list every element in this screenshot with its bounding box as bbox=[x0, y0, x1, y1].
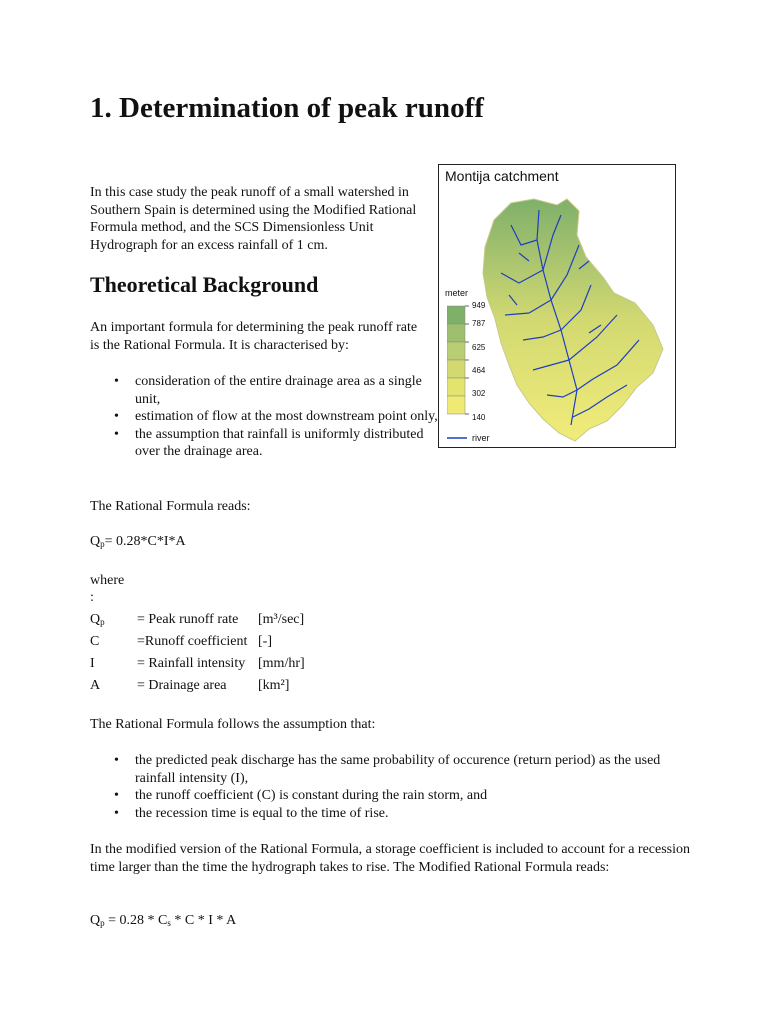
list-item: • the recession time is equal to the time of rise. bbox=[90, 805, 680, 823]
legend-swatch-464 bbox=[447, 360, 465, 378]
river-legend-label: river bbox=[472, 433, 490, 443]
page-title: 1. Determination of peak runoff bbox=[90, 92, 484, 124]
paragraph-characteristics: An important formula for determining the peak runoff rate is the Rational Formula. It is characterised by: bbox=[90, 320, 418, 353]
legend-label: 302 bbox=[472, 389, 486, 398]
legend-label: 949 bbox=[472, 301, 486, 310]
legend-swatch-140 bbox=[447, 396, 465, 414]
legend-title: meter bbox=[445, 288, 469, 298]
assumptions-list bbox=[90, 752, 680, 822]
legend-swatch-302 bbox=[447, 378, 465, 396]
intro-paragraph: In this case study the peak runoff of a small watershed in Southern Spain is determined using the Modified Rational Formula method, and the SCS Dimensionless Unit Hydrograph for an excess rainfall of 1 cm. bbox=[90, 185, 417, 253]
characteristics-list bbox=[90, 373, 440, 461]
where-colon: : bbox=[90, 590, 94, 605]
map-title: Montija catchment bbox=[445, 168, 559, 184]
legend-swatch-625 bbox=[447, 342, 465, 360]
modified-formula-paragraph: In the modified version of the Rational Formula, a storage coefficient is included to account for a recession time larger than the time the hydrograph takes to rise. The Modified Rational Formula reads: bbox=[90, 842, 690, 875]
assumption-intro: The Rational Formula follows the assumption that: bbox=[90, 717, 376, 732]
catchment-map-figure bbox=[438, 164, 676, 448]
list-item: • the runoff coefficient (C) is constant during the rain storm, and bbox=[90, 787, 680, 805]
where-label: where bbox=[90, 573, 125, 588]
river-legend-line bbox=[447, 435, 471, 441]
formula-intro: The Rational Formula reads: bbox=[90, 499, 251, 514]
legend-swatch-949 bbox=[447, 306, 465, 324]
list-item: • consideration of the entire drainage area as a single unit, bbox=[90, 373, 440, 408]
legend-label: 625 bbox=[472, 343, 486, 352]
legend-swatch-787 bbox=[447, 324, 465, 342]
modified-rational-formula: $Q_p = 0.28 * C_s * C * I * A$ bbox=[90, 913, 237, 928]
list-item: • the predicted peak discharge has the same probability of occurence (return period) as the used rainfall intensity (I), bbox=[90, 752, 680, 787]
list-item: • the assumption that rainfall is uniformly distributed over the drainage area. bbox=[90, 426, 440, 461]
list-item: • estimation of flow at the most downstream point only, bbox=[90, 408, 440, 426]
legend-label: 464 bbox=[472, 366, 486, 375]
catchment-area bbox=[483, 199, 663, 441]
legend-label: 140 bbox=[472, 413, 486, 422]
legend-label: 787 bbox=[472, 319, 486, 328]
rational-formula: $Q_p= 0.28*C*I*A$ bbox=[90, 534, 186, 549]
section-heading: Theoretical Background bbox=[90, 272, 319, 297]
